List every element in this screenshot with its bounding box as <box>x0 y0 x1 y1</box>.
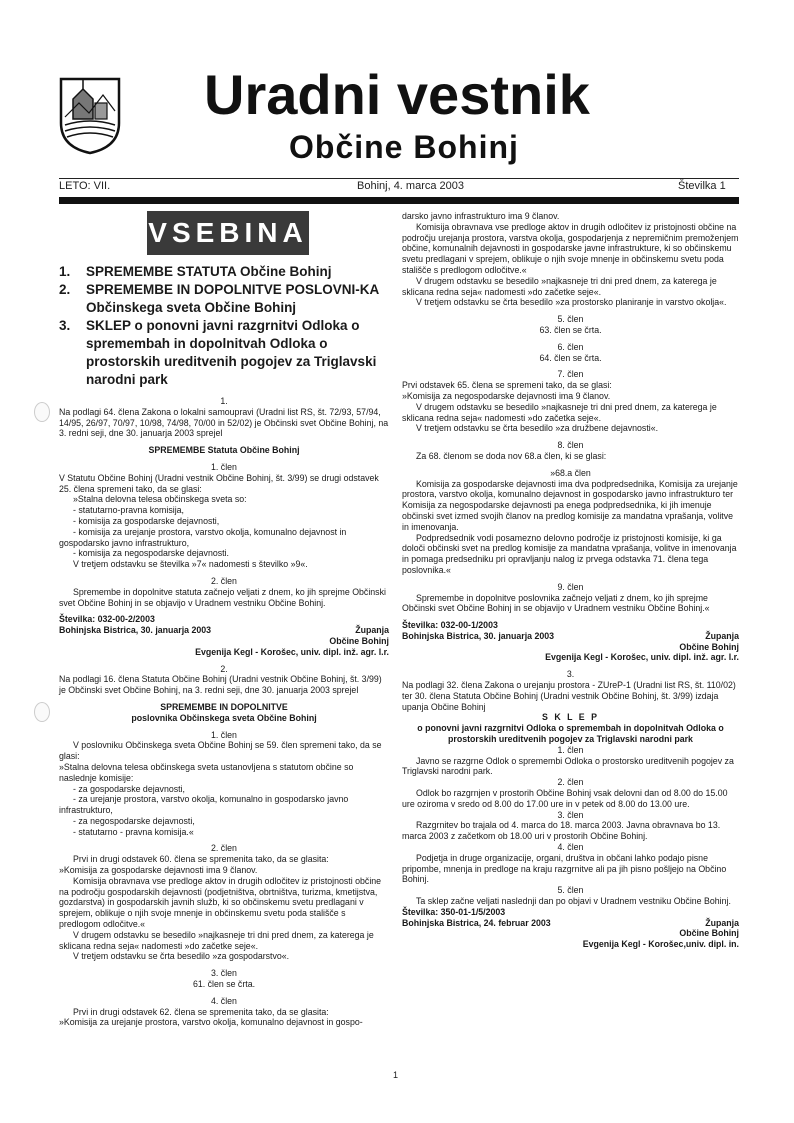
text-line: Bohinjska Bistrica, 24. februar 2003 <box>402 917 551 928</box>
text-line: Razgrnitev bo trajala od 4. marca do 18. marca 2003. Javna obravnava bo 13. marca 2003 z začetkom ob 18.00 uri v prostorih Občine Bohinj. <box>402 820 721 842</box>
text-line: V tretjem odstavku se črta besedilo »za gospodarstvo«. <box>73 951 290 962</box>
text-line: Ta sklep začne veljati naslednji dan po objavi v Uradnem vestniku Občine Bohinj. <box>416 896 731 907</box>
text-line: - komisija za negospodarske dejavnosti. <box>73 548 229 559</box>
text-line: V drugem odstavku se besedilo »najkasneje tri dni pred dnem, za katerega je sklicana redna seja« nadomesti »do začetke seje«. <box>402 275 717 297</box>
text-line: poslovnika Občinskega sveta Občine Bohinj <box>131 712 317 723</box>
text-line: Za 68. členom se doda nov 68.a člen, ki se glasi: <box>416 450 607 461</box>
page-number: 1 <box>393 1070 399 1080</box>
text-line: 3. člen <box>211 968 237 979</box>
text-line: Spremembe in dopolnitve poslovnika začnejo veljati z dnem, ko jih sprejme Občinski svet Občine Bohinj in se objavijo v Uradnem vestniku Občine Bohinj.« <box>402 592 710 614</box>
text-line: 61. člen se črta. <box>192 979 256 990</box>
text-line: 3. člen <box>557 809 584 820</box>
text-line: - za negospodarske dejavnosti, <box>73 815 195 826</box>
contents-list <box>59 263 389 389</box>
contents-item: 2. SPREMEMBE IN DOPOLNITVE POSLOVNI-KA Občinskega sveta Občine Bohinj <box>59 282 379 315</box>
header-rule <box>59 178 739 179</box>
text-line: Na podlagi 64. člena Zakona o lokalni samoupravi (Uradni list RS, št. 72/93, 57/94, 14/95, 26/97, 70/97, 10/98, 74/98, 70/00 in 52/02) je Občinski svet Občine Bohinj, na 3. redni seji, dne 30. januarja 2003 sprejel <box>59 406 389 439</box>
text-line: 2. člen <box>211 843 237 854</box>
text-line: 2. člen <box>557 777 584 788</box>
document-number: Številka: 350-01-1/5/2003 <box>402 906 506 917</box>
issue-date: Bohinj, 4. marca 2003 <box>357 180 465 192</box>
text-line: Odlok bo razgrnjen v prostorih Občine Bohinj vsak delovni dan od 8.00 do 15.00 ure oziroma v sredo od 8.00 do 17.00 ure in v petek od 8.00 do 13.00 ure. <box>402 788 728 809</box>
text-line: Županja <box>705 630 739 641</box>
text-line: 6. člen <box>557 341 584 352</box>
text-line: 8. člen <box>557 440 584 451</box>
text-line: Občine Bohinj <box>679 928 739 939</box>
text-line: - za gospodarske dejavnosti, <box>73 783 185 794</box>
left-column <box>59 396 389 1028</box>
header-bar <box>59 197 739 204</box>
punch-hole <box>34 702 50 722</box>
section-number: 3. <box>566 669 575 680</box>
publication-title: Uradni vestnik <box>204 63 590 126</box>
text-line: - komisija za urejanje prostora, varstvo okolja, komunalno dejavnost in gospodarsko javno infrastrukturo, <box>59 526 347 548</box>
text-line: Javno se razgrne Odlok o spremembi Odloka o prostorsko ureditvenih pogojev za Triglavski narodni park. <box>402 755 734 777</box>
publication-subtitle: Občine Bohinj <box>289 129 519 165</box>
text-line: »Komisija za gospodarske dejavnosti ima 9 članov. <box>59 865 258 876</box>
text-line: Prvi in drugi odstavek 60. člena se spremenita tako, da se glasita: <box>73 854 329 865</box>
contents-item: 3. SKLEP o ponovni javni razgrnitvi Odloka o spremembah in dopolnitvah Odloka o prostorskih ureditvenih pogojev za Triglavski narodni park <box>59 318 377 387</box>
text-line: Prvi in drugi odstavek 62. člena se spremenita tako, da se glasita: <box>73 1006 329 1017</box>
text-line: 63. člen se črta. <box>539 324 602 335</box>
punch-hole <box>34 402 50 422</box>
text-line: Spremembe in dopolnitve statuta začnejo veljati z dnem, ko jih sprejme Občinski svet Občine Bohinj in se objavijo v Uradnem vestniku Občine Bohinj. <box>59 586 386 608</box>
text-line: 5. člen <box>557 314 584 325</box>
bohinj-crest-icon <box>59 75 121 155</box>
text-line: 1. člen <box>557 744 584 755</box>
section-number: 1. <box>220 396 228 406</box>
text-line: V poslovniku Občinskega sveta Občine Bohinj se 59. člen spremeni tako, da se glasi: <box>59 740 382 762</box>
text-line: »68.a člen <box>550 467 591 478</box>
text-line: Podjetja in druge organizacije, organi, društva in občani lahko podajo pisne pripombe, mnenja in predloge na kraju razgrnitve ali pa jih pisno pošljejo na Občino Bohinj. <box>402 852 727 885</box>
text-line: Županja <box>355 625 389 636</box>
text-line: 4. člen <box>211 995 237 1006</box>
contents-item: 1. SPREMEMBE STATUTA Občine Bohinj <box>59 264 332 279</box>
text-line: 2. člen <box>211 575 237 586</box>
text-line: Županja <box>705 917 739 928</box>
text-line: »Komisija za urejanje prostora, varstvo okolja, komunalno dejavnost in gospo- <box>59 1017 363 1028</box>
text-line: 7. člen <box>557 369 584 380</box>
text-line: »Stalna delovna telesa občinskega sveta ustanovljena s statutom občine so naslednje komisije: <box>59 761 354 783</box>
text-line: 4. člen <box>557 842 584 853</box>
signature: Evgenija Kegl - Korošec, univ. dipl. inž. agr. l.r. <box>195 646 389 657</box>
text-line: darsko javno infrastrukturo ima 9 članov. <box>402 211 560 221</box>
text-line: 5. člen <box>557 885 584 896</box>
text-line: 64. člen se črta. <box>539 352 602 363</box>
section-number: 2. <box>220 663 228 674</box>
text-line: o ponovni javni razgrnitvi Odloka o spremembah in dopolnitvah Odloka o prostorskih ureditvenih pogojev za Triglavski narodni park <box>417 723 724 745</box>
text-line: V drugem odstavku se besedilo »najkasneje tri dni pred dnem, za katerega je sklicana redna seja« nadomesti »do začetka seje«. <box>402 401 717 423</box>
text-line: Bohinjska Bistrica, 30. januarja 2003 <box>59 625 212 636</box>
text-line: Prvi odstavek 65. člena se spremeni tako, da se glasi: <box>402 380 612 391</box>
issue-number: Številka 1 <box>678 180 726 192</box>
text-line: Na podlagi 32. člena Zakona o urejanju prostora - ZUreP-1 (Uradni list RS, št. 110/02) ter 30. člena Statuta Občine Bohinj (Uradni vestnik Občine Bohinj, št. 3/99) izdaja upanja Občine Bohinj <box>402 680 736 712</box>
contents-heading: VSEBINA <box>147 211 309 255</box>
signature: Evgenija Kegl - Korošec,univ. dipl. in. <box>582 939 739 950</box>
text-line: »Stalna delovna telesa občinskega sveta so: <box>73 494 247 505</box>
text-line: 1. člen <box>211 461 237 472</box>
text-line: Na podlagi 16. člena Statuta Občine Bohinj (Uradni vestnik Občine Bohinj, št. 3/99) je Občinski svet Občine Bohinj, na 3. redni seji, dne 30. januarja 2003 sprejel <box>59 674 382 696</box>
text-line: V Statutu Občine Bohinj (Uradni vestnik Občine Bohinj, št. 3/99) se drugi odstavek 25. člena spremeni tako, da se glasi: <box>59 472 379 494</box>
right-column <box>402 211 739 950</box>
text-line: V tretjem odstavku se črta besedilo »za družbene dejavnosti«. <box>416 423 659 434</box>
text-line: V tretjem odstavku se črta besedilo »za prostorsko planiranje in varstvo okolja«. <box>416 297 727 308</box>
section-title: SPREMEMBE IN DOPOLNITVE <box>160 701 288 712</box>
text-line: 1. člen <box>211 729 237 740</box>
text-line: »Komisija za negospodarske dejavnosti ima 9 članov. <box>402 390 611 401</box>
text-line: Občine Bohinj <box>329 635 389 646</box>
text-line: - statutarno-pravna komisija, <box>73 505 184 516</box>
text-line: Komisija za gospodarske dejavnosti ima dva podpredsednika, Komisija za urejanje prostora, varstvo okolja, komunalno dejavnost in gospodarsko javno infrastrukturo ter Komisija za negospodarske dejavnosti pa enega podpredsednika, ki jih imenuje občinski svet izmed svojih članov na predlog komisije za mandatna vprašanja, volitve in imenovanja. <box>402 478 738 532</box>
text-line: - komisija za gospodarske dejavnosti, <box>73 515 220 526</box>
text-line: 9. člen <box>557 581 584 592</box>
text-line: Komisija obravnava vse predloge aktov in drugih odločitev iz pristojnosti občine na področju urejanja prostora, varstva okolja, gospodarjenja z nepremičnim premoženjem občine, komunalnih dejavnosti in gospodarske javne infrastrukture, ki so občinskemu svetu predlagani v sprejem, oblikuje o njih svoje mnenje in občinskemu svetu poda stališče s predlogom odločitve.« <box>402 221 739 275</box>
text-line: - za urejanje prostora, varstvo okolja, komunalno in gospodarsko javno infrastrukturo, <box>59 794 349 816</box>
text-line: Podpredsednik vodi posamezno delovno področje iz pristojnosti komisije, ki ga določi občinski svet na predlog komisije za mandatna vprašanja, volitve in imenovanja in pomaga predsedniku pri opravljanju nalog iz prvega odstavka 71. člena tega poslovnika.« <box>402 532 737 575</box>
text-line: - statutarno - pravna komisija.« <box>73 826 194 837</box>
volume-label: LETO: VII. <box>59 180 111 192</box>
text-line: Komisija obravnava vse predloge aktov in drugih odločitev iz pristojnosti občine na področju gospodarskih dejavnosti (podjetništva, obrtništva, turizma, kmetijstva, gozdarstva) in gospodarskih javnih služb, ki so občinskemu svetu predlagani v sprejem, oblikuje o njih svoje mnenje in občinskemu svetu poda stališče s predlogom odločitve.« <box>59 875 382 930</box>
masthead <box>59 65 739 175</box>
document-number: Številka: 032-00-2/2003 <box>59 614 155 625</box>
text-line: Bohinjska Bistrica, 30. januarja 2003 <box>402 630 555 641</box>
text-line: V tretjem odstavku se številka »7« nadomesti s številko »9«. <box>73 559 308 570</box>
section-title: S K L E P <box>542 712 599 723</box>
text-line: Občine Bohinj <box>679 641 739 652</box>
document-number: Številka: 032-00-1/2003 <box>402 620 498 631</box>
signature: Evgenija Kegl - Korošec, univ. dipl. inž. agr. l.r. <box>545 652 739 663</box>
text-line: V drugem odstavku se besedilo »najkasneje tri dni pred dnem, za katerega je sklicana redna seja« nadomesti »do začetke seje«. <box>59 929 374 951</box>
section-title: SPREMEMBE Statuta Občine Bohinj <box>148 445 300 456</box>
